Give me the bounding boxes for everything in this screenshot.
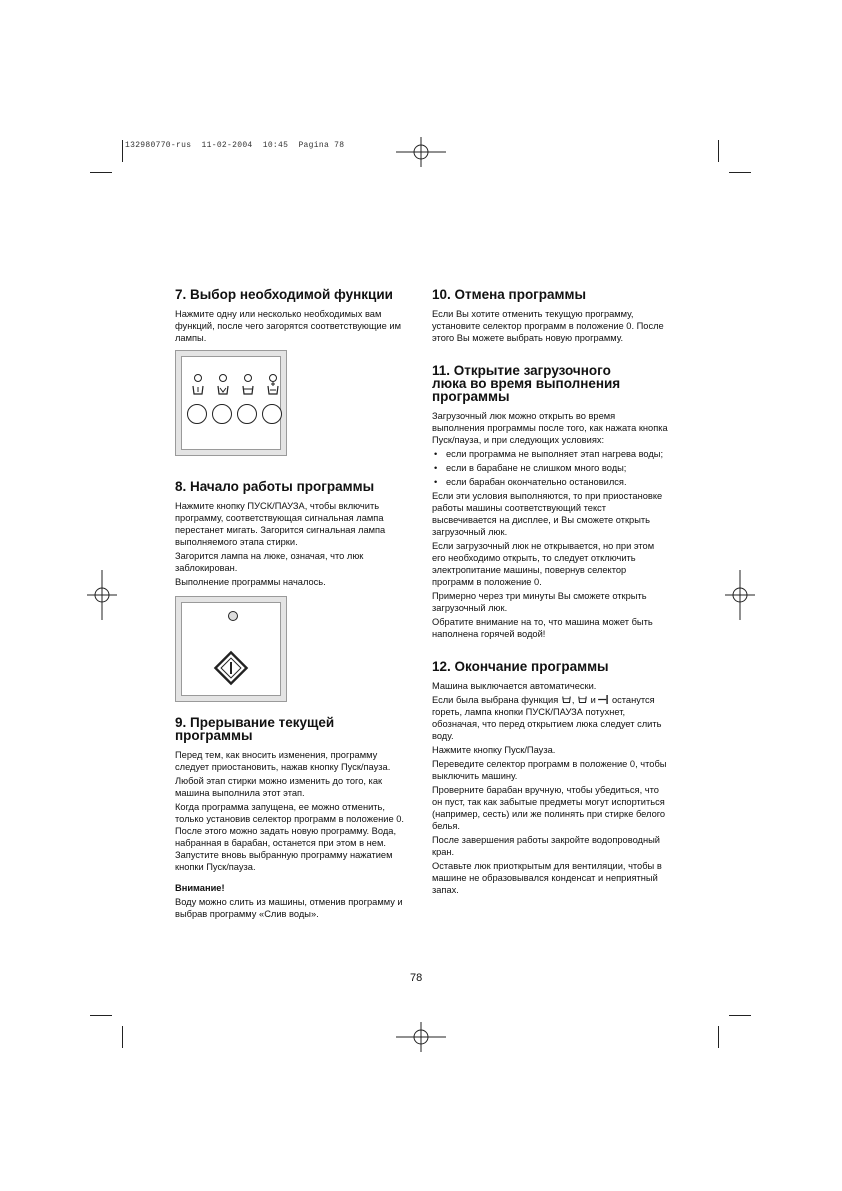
section-10-text: Если Вы хотите отменить текущую программу, установите селектор программ в положение 0. После этого Вы можете выбрать новую программу. (432, 309, 664, 343)
crop-mark (122, 140, 123, 162)
rinse-hold-icon (577, 695, 588, 704)
section-12-text-4: Переведите селектор программ в положение 0, чтобы выключить машину. (432, 759, 667, 781)
section-8-text-3: Выполнение программы началось. (175, 577, 326, 587)
section-11-text-4: Примерно через три минуты Вы сможете открыть загрузочный люк. (432, 591, 647, 613)
function-lamp (244, 374, 252, 382)
section-10-title: 10. Отмена программы (432, 287, 587, 302)
function-lamp (269, 374, 277, 382)
rinse-hold-icon (241, 384, 255, 396)
right-column (432, 288, 670, 898)
section-12-text-2a: Если была выбрана функция (432, 695, 561, 705)
crop-mark (729, 172, 751, 173)
section-7-text: Нажмите одну или несколько необходимых вам функций, после чего загорятся соответствующие им лампы. (175, 309, 402, 343)
section-12 (432, 660, 670, 896)
section-12-text-3: Нажмите кнопку Пуск/Пауза. (432, 745, 556, 755)
section-8-title: 8. Начало работы программы (175, 479, 375, 494)
start-pause-panel-face (181, 602, 281, 696)
registration-mark-icon (725, 570, 755, 620)
print-slug (125, 141, 344, 150)
registration-mark-icon (396, 1022, 446, 1052)
list-item: • если барабан окончательно остановился. (432, 476, 670, 488)
section-11-conditions-list (432, 448, 670, 488)
function-buttons-panel-face (181, 356, 281, 450)
section-11 (432, 364, 670, 640)
door-lamp (228, 611, 238, 621)
section-9-text-3: Когда программа запущена, ее можно отменить, только установив селектор программ в положение 0. После этого можно задать новую программу. Вода, набранная в барабан, останется при этом в нем. Запустите вновь выбранную программу нажатием кнопки Пуск/пауза. (175, 802, 404, 872)
left-column (175, 288, 413, 922)
function-buttons-panel (175, 350, 287, 456)
crop-mark (729, 1015, 751, 1016)
section-9-warning-label: Внимание! (175, 883, 225, 893)
end-icon (598, 695, 609, 704)
section-7 (175, 288, 413, 344)
registration-mark-icon (396, 137, 446, 167)
start-pause-panel (175, 596, 287, 702)
slug-page: Pagina 78 (298, 141, 345, 150)
section-12-text-2b: и (588, 695, 599, 705)
section-11-text-2: Если эти условия выполняются, то при приостановке работы машины соответствующий текст высвечивается на дисплее, и Вы сможете открыть загрузочный люк. (432, 491, 663, 537)
list-item: • если программа не выполняет этап нагрева воды; (432, 448, 670, 460)
section-9-text-2: Любой этап стирки можно изменить до того, как машина выполнила этот этап. (175, 776, 383, 798)
slug-file: 132980770-rus (125, 141, 192, 150)
section-8-text-1: Нажмите кнопку ПУСК/ПАУЗА, чтобы включить программу, соответствующая сигнальная лампа перестанет мигать. Загорится сигнальная лампа выполняемого этапа стирки. (175, 501, 386, 547)
section-9 (175, 716, 413, 920)
extra-rinse-icon (266, 382, 280, 396)
section-12-text-2: Если была выбрана функция , и останутся гореть, лампа кнопки ПУСК/ПАУЗА потухнет, обозначая, что перед открытием люка следует слить воду. (432, 695, 662, 741)
section-11-text-3: Если загрузочный люк не открывается, но при этом его необходимо открыть, то следует отключить электропитание машины, повернув селектор программ в положение 0. (432, 541, 655, 587)
function-lamp (219, 374, 227, 382)
stain-icon (216, 384, 230, 396)
function-button-3[interactable] (237, 404, 257, 424)
function-lamp (194, 374, 202, 382)
section-11-title: 11. Открытие загрузочного люка во время выполнения программы (432, 363, 621, 404)
function-button-2[interactable] (212, 404, 232, 424)
list-item: • если в барабане не слишком много воды; (432, 462, 670, 474)
crop-mark (90, 172, 112, 173)
section-12-title: 12. Окончание программы (432, 659, 609, 674)
section-7-title: 7. Выбор необходимой функции (175, 287, 393, 302)
section-11-text-1: Загрузочный люк можно открыть во время выполнения программы после того, как нажата кнопка Пуск/пауза, и при следующих условиях: (432, 411, 668, 445)
section-12-text-1: Машина выключается автоматически. (432, 681, 597, 691)
slug-time: 10:45 (262, 141, 289, 150)
page-number: 78 (410, 972, 423, 984)
rinse-hold-icon (561, 695, 572, 704)
prewash-icon (191, 384, 205, 396)
crop-mark (718, 140, 719, 162)
section-9-text-4: Воду можно слить из машины, отменив программу и выбрав программу «Слив воды». (175, 897, 403, 919)
function-button-1[interactable] (187, 404, 207, 424)
section-11-text-5: Обратите внимание на то, что машина может быть наполнена горячей водой! (432, 617, 653, 639)
function-button-4[interactable] (262, 404, 282, 424)
section-12-text-6: После завершения работы закройте водопроводный кран. (432, 835, 660, 857)
section-8 (175, 480, 413, 588)
section-10 (432, 288, 670, 344)
crop-mark (90, 1015, 112, 1016)
start-pause-icon[interactable] (212, 649, 250, 687)
crop-mark (122, 1026, 123, 1048)
section-12-text-5: Проверните барабан вручную, чтобы убедиться, что он пуст, так как забытые предметы могут испортиться (например, сесть) или же полинять при стирке белого белья. (432, 785, 666, 831)
section-12-text-7: Оставьте люк приоткрытым для вентиляции, чтобы в машине не образовывался конденсат и неприятный запах. (432, 861, 662, 895)
section-8-text-2: Загорится лампа на люке, означая, что люк заблокирован. (175, 551, 364, 573)
slug-date: 11-02-2004 (201, 141, 253, 150)
registration-mark-icon (87, 570, 117, 620)
section-12-text-2c: останутся гореть, лампа кнопки ПУСК/ПАУЗА потухнет, обозначая, что перед открытием люка следует слить воду. (432, 695, 662, 741)
section-9-text-1: Перед тем, как вносить изменения, программу следует приостановить, нажав кнопку Пуск/пауза. (175, 750, 391, 772)
section-9-title: 9. Прерывание текущей программы (175, 715, 335, 743)
crop-mark (718, 1026, 719, 1048)
